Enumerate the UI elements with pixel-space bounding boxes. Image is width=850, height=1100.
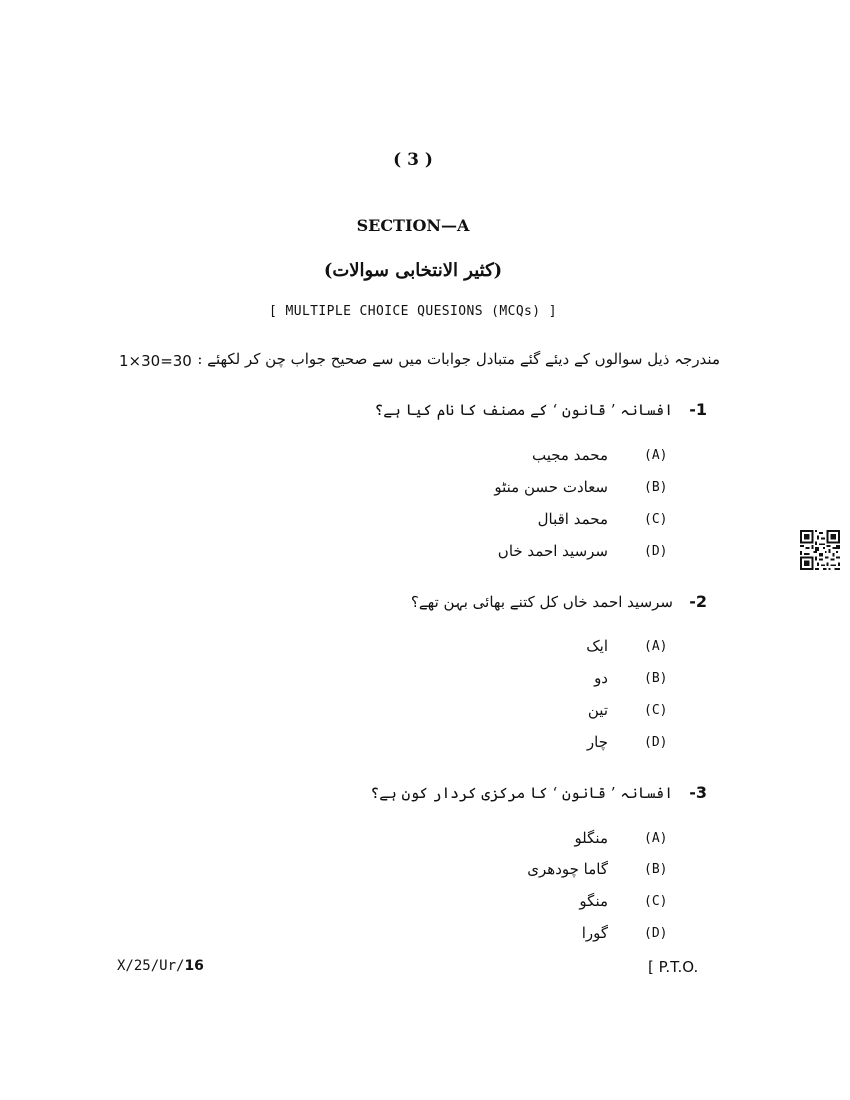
option-text: محمد اقبال xyxy=(537,510,608,528)
question-text: افسانہ ’ قانون ‘ کے مصنف کا نام کیا ہے؟ xyxy=(374,401,673,419)
option-2a xyxy=(586,637,670,655)
option-letter: (B) xyxy=(644,861,668,877)
paper-code-number: 16 xyxy=(184,958,204,974)
mcq-caption: [ MULTIPLE CHOICE QUESIONS (MCQs) ] xyxy=(269,304,557,319)
question-3 xyxy=(370,783,707,802)
option-2c xyxy=(588,701,670,719)
option-letter: (A) xyxy=(644,638,668,654)
paper-code xyxy=(117,958,204,974)
question-1 xyxy=(374,400,707,419)
option-text: گورا xyxy=(581,924,608,942)
option-3d xyxy=(582,924,670,942)
option-letter: (D) xyxy=(644,543,668,559)
option-letter: (B) xyxy=(644,479,668,495)
question-number: -1 xyxy=(689,400,707,419)
option-text: سرسید احمد خاں xyxy=(497,542,608,560)
option-letter: (D) xyxy=(644,925,668,941)
pto-label: [ P.T.O. xyxy=(648,958,699,976)
option-3c xyxy=(579,892,670,910)
paper-code-prefix: X/25/Ur/ xyxy=(117,958,185,974)
option-letter: (C) xyxy=(644,511,668,527)
option-text: گاما چودھری xyxy=(527,860,608,878)
marks-allocation: 1×30=30 xyxy=(119,352,192,370)
option-3a xyxy=(574,829,670,847)
option-letter: (C) xyxy=(644,702,668,718)
option-text: منگو xyxy=(579,892,608,910)
question-number: -3 xyxy=(689,783,707,802)
option-1d xyxy=(498,542,670,560)
section-title: SECTION—A xyxy=(356,216,470,235)
option-text: سعادت حسن منٹو xyxy=(494,478,608,496)
option-letter: (D) xyxy=(644,734,668,750)
option-letter: (B) xyxy=(644,670,668,686)
option-1a xyxy=(532,446,670,464)
option-1b xyxy=(494,478,670,496)
option-text: تین xyxy=(587,701,608,719)
option-text: منگلو xyxy=(574,829,608,847)
qr-code-icon xyxy=(800,530,840,570)
option-2d xyxy=(587,733,670,751)
option-3b xyxy=(527,860,670,878)
option-text: محمد مجیب xyxy=(531,446,608,464)
option-2b xyxy=(594,669,670,687)
option-letter: (A) xyxy=(644,447,668,463)
page-number: ( 3 ) xyxy=(393,150,433,170)
instruction-text: مندرجہ ذیل سوالوں کے دیئے گئے متبادل جوابات میں سے صحیح جواب چن کر لکھئے : xyxy=(197,350,720,368)
question-text: سرسید احمد خاں کل کتنے بھائی بہن تھے؟ xyxy=(410,593,673,611)
question-number: -2 xyxy=(689,592,707,611)
question-text: افسانہ ’ قانون ‘ کا مرکزی کردار کون ہے؟ xyxy=(370,784,673,802)
option-letter: (A) xyxy=(644,830,668,846)
option-text: ایک xyxy=(586,637,608,655)
option-letter: (C) xyxy=(644,893,668,909)
option-1c xyxy=(538,510,670,528)
urdu-subtitle: (کثیر الانتخابی سوالات) xyxy=(323,260,503,281)
option-text: چار xyxy=(586,733,608,751)
question-2 xyxy=(411,592,707,611)
option-text: دو xyxy=(594,669,608,687)
